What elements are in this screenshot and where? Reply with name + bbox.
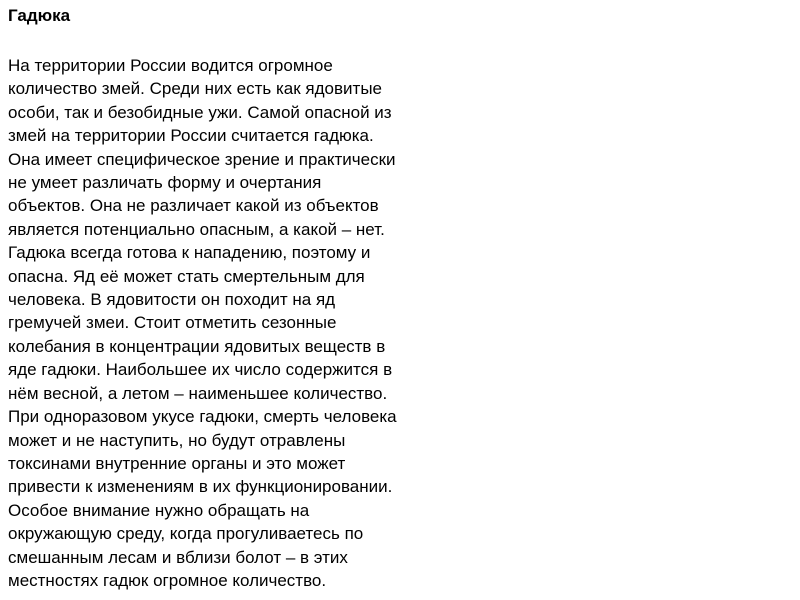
body-line: колебания в концентрации ядовитых веществ в	[8, 336, 386, 356]
body-line: количество змей. Среди них есть как ядовитые	[8, 79, 382, 99]
body-line: может и не наступить, но будут отравлены	[8, 430, 346, 450]
body-line: При одноразовом укусе гадюки, смерть человека	[8, 407, 397, 427]
body-line: Особое внимание нужно обращать на	[8, 500, 310, 520]
body-line: гремучей змеи. Стоит отметить сезонные	[8, 313, 337, 333]
body-line: яде гадюки. Наибольшее их число содержится в	[8, 360, 393, 380]
body-line: нём весной, а летом – наименьшее количество.	[8, 383, 388, 403]
body-line: человека. В ядовитости он походит на яд	[8, 290, 336, 310]
body-line: особи, так и безобидные ужи. Самой опасной из	[8, 102, 392, 122]
body-line: смешанным лесам и вблизи болот – в этих	[8, 547, 348, 567]
body-line: местностях гадюк огромное количество.	[8, 570, 327, 590]
body-line: На территории России водится огромное	[8, 56, 333, 75]
body-line: опасна. Яд её может стать смертельным для	[8, 266, 365, 286]
body-line: объектов. Она не различает какой из объектов	[8, 196, 379, 216]
document-body	[8, 54, 478, 592]
body-line: Она имеет специфическое зрение и практически	[8, 149, 396, 169]
body-line: является потенциально опасным, а какой – нет.	[8, 219, 385, 239]
body-line: не умеет различать форму и очертания	[8, 173, 322, 193]
body-line: токсинами внутренние органы и это может	[8, 453, 346, 473]
document-title: Гадюка	[8, 6, 71, 25]
body-line: змей на территории России считается гадюка.	[8, 126, 374, 146]
body-line: окружающую среду, когда прогуливаетесь по	[8, 524, 364, 544]
body-line: привести к изменениям в их функционировании.	[8, 477, 393, 497]
body-line: Гадюка всегда готова к нападению, поэтому и	[8, 243, 371, 263]
